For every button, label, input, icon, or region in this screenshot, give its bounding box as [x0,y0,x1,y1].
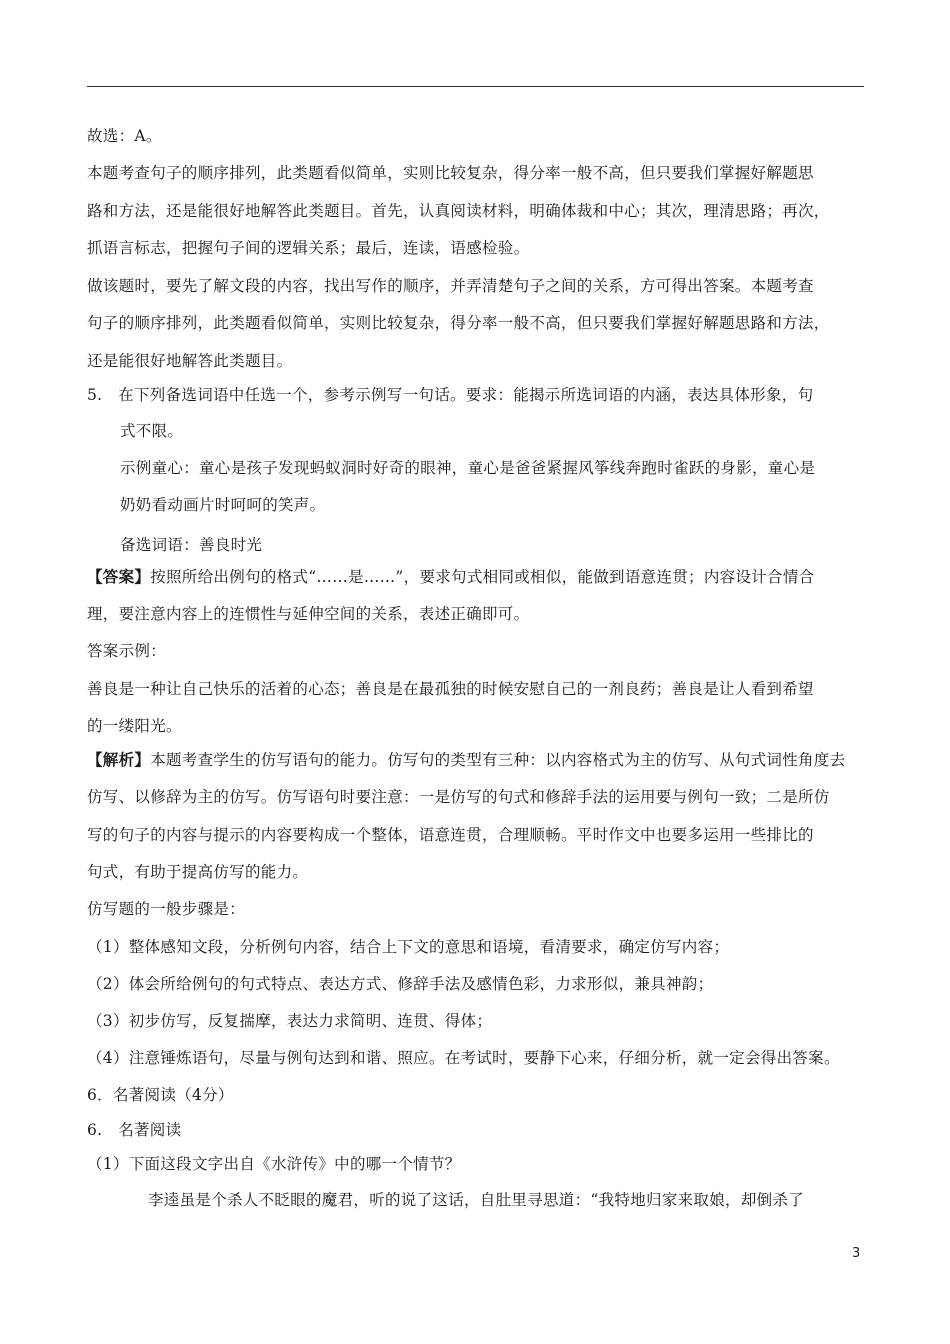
question-6-heading: 6．名著阅读（4分） [87,1086,234,1104]
page-number: 3 [852,1246,861,1261]
question-6-sub-1: （1）下面这段文字出自《水浒传》中的哪一个情节？ [87,1155,461,1173]
question-5-stem-cont: 式不限。 [120,422,184,440]
text-line: 仿写、以修辞为主的仿写。仿写语句时要注意：一是仿写的句式和修辞手法的运用要与例句一致；二是所仿 [87,788,830,806]
analysis-paragraph [87,750,877,770]
question-5-stem: 5. 在下列备选词语中任选一个，参考示例写一句话。要求：能揭示所选词语的内涵，表达具体形象，句 [87,386,814,404]
step-item: （2）体会所给例句的句式特点、表达方式、修辞手法及感情色彩，力求形似，兼具神韵； [87,975,714,993]
header-rule [87,86,864,87]
text-line: 做该题时，要先了解文段的内容，找出写作的顺序，并弄清楚句子之间的关系，方可得出答案。本题考查 [87,277,814,295]
text-line: 仿写题的一般步骤是： [87,900,246,918]
step-item: （3）初步仿写，反复揣摩，表达力求简明、连贯、得体； [87,1012,493,1030]
text-line: 还是能很好地解答此类题目。 [87,352,293,370]
excerpt-line: 李逵虽是个杀人不眨眼的魔君，听的说了这话，自肚里寻思道：“我特地归家来取娘，却倒杀了 [148,1191,805,1209]
text-line: 抓语言标志，把握句子间的逻辑关系；最后，连读，语感检验。 [87,239,530,257]
question-5-example: 示例童心：童心是孩子发现蚂蚁洞时好奇的眼神，童心是爸爸紧握风筝线奔跑时雀跃的身影，童心是 [120,459,816,477]
text-line: 句式，有助于提高仿写的能力。 [87,863,309,881]
text-line: 的一缕阳光。 [87,717,182,735]
answer-label: 【答案】 [87,567,151,586]
analysis-label: 【解析】 [87,750,151,769]
text-line: 句子的顺序排列，此类题看似简单，实则比较复杂，得分率一般不高，但只要我们掌握好解题思路和方法， [87,314,830,332]
answer-text: 按照所给出例句的格式“……是……”，要求句式相同或相似，能做到语意连贯；内容设计合情合 [150,568,815,586]
text-line: 写的句子的内容与提示的内容要构成一个整体，语意连贯，合理顺畅。平时作文中也要多运用一些排比的 [87,826,814,844]
step-item: （4）注意锤炼语句，尽量与例句达到和谐、照应。在考试时，要静下心来，仔细分析，就一定会得出答案。 [87,1049,840,1067]
question-6-title: 6. 名著阅读 [87,1121,182,1139]
text-line: 理，要注意内容上的连惯性与延伸空间的关系，表述正确即可。 [87,605,530,623]
text-line: 本题考查句子的顺序排列，此类题看似简单，实则比较复杂，得分率一般不高，但只要我们掌握好解题思 [87,164,814,182]
answer-paragraph [87,567,877,587]
step-item: （1）整体感知文段，分析例句内容，结合上下文的意思和语境，看清要求，确定仿写内容； [87,938,730,956]
text-line: 路和方法，还是能很好地解答此类题目。首先，认真阅读材料，明确体裁和中心；其次，理清思路；再次， [87,202,830,220]
text-line: 善良是一种让自己快乐的活着的心态；善良是在最孤独的时候安慰自己的一剂良药；善良是让人看到希望 [87,680,814,698]
text-line: 答案示例： [87,642,167,660]
question-5-options: 备选词语：善良时光 [120,536,263,554]
analysis-text: 本题考查学生的仿写语句的能力。仿写句的类型有三种：以内容格式为主的仿写、从句式词性角度去 [150,751,846,769]
question-5-example-cont: 奶奶看动画片时呵呵的笑声。 [120,496,326,514]
text-line: 故选：A。 [87,127,162,145]
